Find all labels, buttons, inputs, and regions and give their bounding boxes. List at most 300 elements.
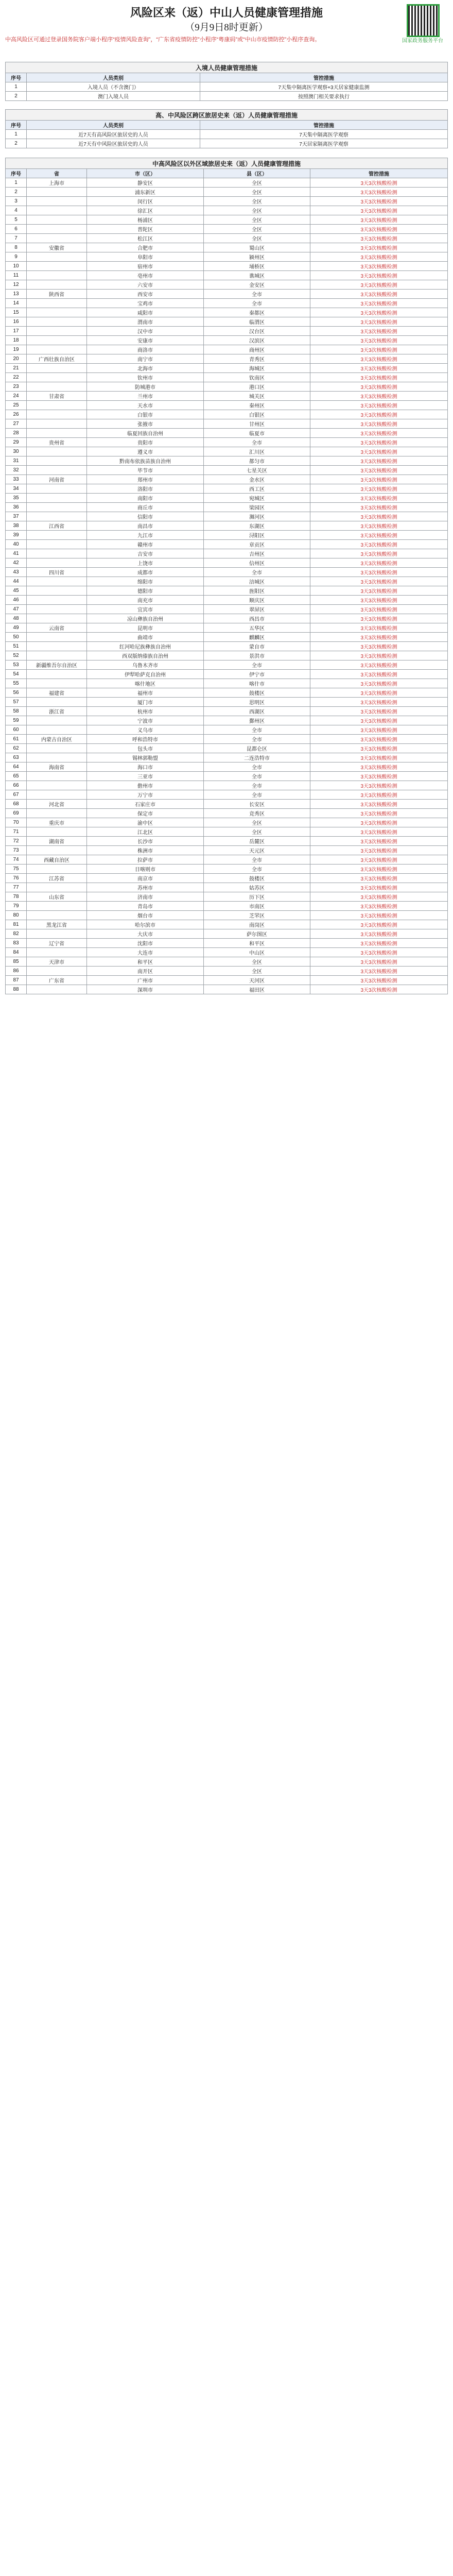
district-cell: 宛城区 [204, 494, 310, 503]
measure-cell: 3天3次核酸检测 [310, 577, 448, 586]
district-cell: 蒙自市 [204, 642, 310, 651]
measure-cell: 3天3次核酸检测 [310, 688, 448, 698]
city-cell: 商洛市 [87, 345, 204, 354]
district-cell: 萨尔图区 [204, 929, 310, 939]
district-cell: 翠屏区 [204, 605, 310, 614]
measure-cell: 3天3次核酸检测 [310, 586, 448, 596]
city-cell: 黔南布依族苗族自治州 [87, 456, 204, 466]
province-cell [27, 262, 87, 271]
province-cell: 上海市 [27, 178, 87, 188]
row-number: 24 [6, 392, 27, 401]
table-row [6, 660, 448, 670]
row-number: 53 [6, 660, 27, 670]
city-cell: 临夏回族自治州 [87, 429, 204, 438]
province-cell [27, 781, 87, 790]
measure-cell: 3天3次核酸检测 [310, 392, 448, 401]
province-cell [27, 280, 87, 290]
city-cell: 锡林郭勒盟 [87, 753, 204, 762]
city-cell: 济南市 [87, 892, 204, 902]
row-number: 88 [6, 985, 27, 994]
province-cell: 安徽省 [27, 243, 87, 252]
measure-cell: 3天3次核酸检测 [310, 679, 448, 688]
district-cell: 麒麟区 [204, 633, 310, 642]
district-cell: 七星关区 [204, 466, 310, 475]
table-row [6, 92, 448, 101]
city-cell: 广州市 [87, 976, 204, 985]
row-number: 40 [6, 540, 27, 549]
city-cell: 日喀则市 [87, 865, 204, 874]
measure-cell: 3天3次核酸检测 [310, 753, 448, 762]
city-cell: 青岛市 [87, 902, 204, 911]
measure-cell: 3天3次核酸检测 [310, 531, 448, 540]
city-cell: 凉山彝族自治州 [87, 614, 204, 623]
district-cell: 竞秀区 [204, 809, 310, 818]
row-number: 4 [6, 206, 27, 215]
measure-cell: 3天3次核酸检测 [310, 698, 448, 707]
province-cell [27, 484, 87, 494]
col-header: 人员类别 [27, 121, 200, 130]
measure-cell: 3天3次核酸检测 [310, 280, 448, 290]
row-number: 77 [6, 883, 27, 892]
measure-cell: 3天3次核酸检测 [310, 985, 448, 994]
province-cell [27, 401, 87, 410]
district-cell: 全市 [204, 299, 310, 308]
cell: 近7天有高风险区旅居史的人员 [27, 130, 200, 139]
table-row [6, 855, 448, 865]
cell: 1 [6, 82, 27, 92]
city-cell: 杨浦区 [87, 215, 204, 225]
province-cell: 海南省 [27, 762, 87, 772]
district-cell: 全市 [204, 660, 310, 670]
province-cell [27, 447, 87, 456]
city-cell: 伊犁哈萨克自治州 [87, 670, 204, 679]
province-cell [27, 670, 87, 679]
province-cell [27, 967, 87, 976]
measure-cell: 3天3次核酸检测 [310, 846, 448, 855]
district-cell: 中山区 [204, 948, 310, 957]
measure-cell: 3天3次核酸检测 [310, 549, 448, 558]
row-number: 31 [6, 456, 27, 466]
province-cell [27, 494, 87, 503]
measure-cell: 3天3次核酸检测 [310, 364, 448, 373]
row-number: 37 [6, 512, 27, 521]
province-cell [27, 642, 87, 651]
province-cell [27, 382, 87, 392]
table-row [6, 929, 448, 939]
city-cell: 张掖市 [87, 419, 204, 429]
district-cell: 临渭区 [204, 317, 310, 327]
row-number: 71 [6, 827, 27, 837]
province-cell [27, 271, 87, 280]
province-cell [27, 744, 87, 753]
measure-cell: 3天3次核酸检测 [310, 290, 448, 299]
district-cell: 全市 [204, 855, 310, 865]
table-row [6, 178, 448, 188]
table-row [6, 846, 448, 855]
province-cell: 甘肃省 [27, 392, 87, 401]
province-cell: 辽宁省 [27, 939, 87, 948]
row-number: 42 [6, 558, 27, 568]
row-number: 14 [6, 299, 27, 308]
row-number: 72 [6, 837, 27, 846]
table-row [6, 429, 448, 438]
table-row [6, 920, 448, 929]
district-cell: 姑苏区 [204, 883, 310, 892]
district-cell: 顺庆区 [204, 596, 310, 605]
city-cell: 德阳市 [87, 586, 204, 596]
section-title: 中高风险区以外区域旅居史来（返）人员健康管理措施 [6, 158, 448, 169]
city-cell: 南昌市 [87, 521, 204, 531]
district-cell: 南岗区 [204, 920, 310, 929]
table-row [6, 586, 448, 596]
city-cell: 宝鸡市 [87, 299, 204, 308]
measure-cell: 3天3次核酸检测 [310, 494, 448, 503]
cell: 按照澳门相关要求执行 [200, 92, 448, 101]
table-row [6, 438, 448, 447]
measure-cell: 3天3次核酸检测 [310, 540, 448, 549]
row-number: 26 [6, 410, 27, 419]
city-cell: 义乌市 [87, 725, 204, 735]
city-cell: 北海市 [87, 364, 204, 373]
cell: 澳门入境人员 [27, 92, 200, 101]
col-header: 序号 [6, 73, 27, 82]
measure-cell: 3天3次核酸检测 [310, 762, 448, 772]
province-cell [27, 345, 87, 354]
province-cell [27, 197, 87, 206]
province-cell [27, 596, 87, 605]
district-cell: 昆都仑区 [204, 744, 310, 753]
district-cell: 梁园区 [204, 503, 310, 512]
measure-cell: 3天3次核酸检测 [310, 558, 448, 568]
city-cell: 厦门市 [87, 698, 204, 707]
city-cell: 乌鲁木齐市 [87, 660, 204, 670]
province-cell [27, 503, 87, 512]
notice-text: 中高风险区可通过登录国务院客户端小程序“疫情风险查询”，“广东省疫情防控”小程序“粤康码”或“中山市疫情防控”小程序查询。 [5, 37, 321, 43]
district-cell: 和平区 [204, 939, 310, 948]
city-cell: 西双版纳傣族自治州 [87, 651, 204, 660]
district-cell: 全区 [204, 178, 310, 188]
section-title: 入境人员健康管理措施 [6, 62, 448, 73]
province-cell: 河北省 [27, 800, 87, 809]
table-row [6, 280, 448, 290]
city-cell: 郑州市 [87, 475, 204, 484]
row-number: 34 [6, 484, 27, 494]
province-cell [27, 577, 87, 586]
province-cell [27, 308, 87, 317]
province-cell [27, 336, 87, 345]
measure-cell: 3天3次核酸检测 [310, 206, 448, 215]
province-cell [27, 883, 87, 892]
header [0, 0, 453, 62]
row-number: 6 [6, 225, 27, 234]
city-cell: 曲靖市 [87, 633, 204, 642]
province-cell [27, 846, 87, 855]
table-row [6, 252, 448, 262]
measure-cell: 3天3次核酸检测 [310, 809, 448, 818]
province-cell [27, 540, 87, 549]
province-cell: 重庆市 [27, 818, 87, 827]
city-cell: 徐汇区 [87, 206, 204, 215]
table-row [6, 670, 448, 679]
measure-cell: 3天3次核酸检测 [310, 781, 448, 790]
table-row [6, 967, 448, 976]
table-row [6, 540, 448, 549]
measure-cell: 3天3次核酸检测 [310, 410, 448, 419]
province-cell [27, 215, 87, 225]
city-cell: 钦州市 [87, 373, 204, 382]
measure-cell: 3天3次核酸检测 [310, 818, 448, 827]
table-row [6, 883, 448, 892]
table-row [6, 262, 448, 271]
row-number: 58 [6, 707, 27, 716]
row-number: 41 [6, 549, 27, 558]
district-cell: 鼓楼区 [204, 688, 310, 698]
row-number: 36 [6, 503, 27, 512]
table-row [6, 215, 448, 225]
table-row [6, 725, 448, 735]
measure-cell: 3天3次核酸检测 [310, 596, 448, 605]
district-cell: 景洪市 [204, 651, 310, 660]
province-cell [27, 512, 87, 521]
measure-cell: 3天3次核酸检测 [310, 911, 448, 920]
district-cell: 西湖区 [204, 707, 310, 716]
table-row [6, 290, 448, 299]
row-number: 49 [6, 623, 27, 633]
cell: 2 [6, 92, 27, 101]
qr-code-icon[interactable] [407, 4, 440, 37]
measure-cell: 3天3次核酸检测 [310, 642, 448, 651]
province-cell [27, 234, 87, 243]
province-cell: 陕西省 [27, 290, 87, 299]
city-cell: 万宁市 [87, 790, 204, 800]
city-cell: 深圳市 [87, 985, 204, 994]
city-cell: 汉中市 [87, 327, 204, 336]
row-number: 27 [6, 419, 27, 429]
city-cell: 白银市 [87, 410, 204, 419]
province-cell [27, 558, 87, 568]
measure-cell: 3天3次核酸检测 [310, 188, 448, 197]
city-cell: 天水市 [87, 401, 204, 410]
row-number: 60 [6, 725, 27, 735]
province-cell: 四川省 [27, 568, 87, 577]
district-cell: 浔阳区 [204, 531, 310, 540]
measure-cell: 3天3次核酸检测 [310, 707, 448, 716]
city-cell: 信阳市 [87, 512, 204, 521]
province-cell [27, 911, 87, 920]
table-row [6, 373, 448, 382]
row-number: 9 [6, 252, 27, 262]
district-cell: 东湖区 [204, 521, 310, 531]
table-row [6, 206, 448, 215]
row-number: 1 [6, 178, 27, 188]
province-cell [27, 725, 87, 735]
city-cell: 贵阳市 [87, 438, 204, 447]
col-header: 管控措施 [200, 73, 448, 82]
qr-label: 国家政务服务平台 [402, 38, 443, 44]
district-cell: 白银区 [204, 410, 310, 419]
measure-cell: 3天3次核酸检测 [310, 670, 448, 679]
province-cell: 浙江省 [27, 707, 87, 716]
measure-cell: 3天3次核酸检测 [310, 429, 448, 438]
district-cell: 全市 [204, 762, 310, 772]
city-cell: 大连市 [87, 948, 204, 957]
col-header: 县（区） [204, 169, 310, 178]
district-cell: 全区 [204, 206, 310, 215]
table-row [6, 327, 448, 336]
table-row [6, 466, 448, 475]
measure-cell: 3天3次核酸检测 [310, 605, 448, 614]
table-row [6, 957, 448, 967]
district-cell: 城关区 [204, 392, 310, 401]
district-cell: 全区 [204, 967, 310, 976]
row-number: 85 [6, 957, 27, 967]
table-row [6, 558, 448, 568]
district-cell: 全区 [204, 225, 310, 234]
cell: 入境人员（不含澳门） [27, 82, 200, 92]
row-number: 21 [6, 364, 27, 373]
province-cell: 黑龙江省 [27, 920, 87, 929]
col-header: 市（区） [87, 169, 204, 178]
district-cell: 全区 [204, 188, 310, 197]
row-number: 64 [6, 762, 27, 772]
district-cell: 颍州区 [204, 252, 310, 262]
row-number: 13 [6, 290, 27, 299]
row-number: 29 [6, 438, 27, 447]
table-row [6, 790, 448, 800]
col-header: 序号 [6, 169, 27, 178]
province-cell [27, 299, 87, 308]
province-cell [27, 753, 87, 762]
city-cell: 大庆市 [87, 929, 204, 939]
province-cell [27, 531, 87, 540]
row-number: 19 [6, 345, 27, 354]
table-row [6, 336, 448, 345]
city-cell: 六安市 [87, 280, 204, 290]
province-cell [27, 373, 87, 382]
row-number: 74 [6, 855, 27, 865]
province-cell: 西藏自治区 [27, 855, 87, 865]
main-table [5, 158, 448, 994]
province-cell [27, 929, 87, 939]
measure-cell: 3天3次核酸检测 [310, 660, 448, 670]
measure-cell: 3天3次核酸检测 [310, 744, 448, 753]
table-row [6, 484, 448, 494]
row-number: 51 [6, 642, 27, 651]
measure-cell: 3天3次核酸检测 [310, 419, 448, 429]
table-row [6, 892, 448, 902]
row-number: 78 [6, 892, 27, 902]
table-row [6, 382, 448, 392]
district-cell: 全区 [204, 957, 310, 967]
row-number: 56 [6, 688, 27, 698]
city-cell: 南阳市 [87, 494, 204, 503]
district-cell: 历下区 [204, 892, 310, 902]
row-number: 39 [6, 531, 27, 540]
district-cell: 西昌市 [204, 614, 310, 623]
city-cell: 阜阳市 [87, 252, 204, 262]
row-number: 80 [6, 911, 27, 920]
city-cell: 南京市 [87, 874, 204, 883]
city-cell: 株洲市 [87, 846, 204, 855]
measure-cell: 3天3次核酸检测 [310, 197, 448, 206]
measure-cell: 3天3次核酸检测 [310, 503, 448, 512]
district-cell: 汉台区 [204, 327, 310, 336]
cell: 1 [6, 130, 27, 139]
district-cell: 金安区 [204, 280, 310, 290]
city-cell: 闵行区 [87, 197, 204, 206]
city-cell: 成都市 [87, 568, 204, 577]
city-cell: 咸阳市 [87, 308, 204, 317]
city-cell: 昆明市 [87, 623, 204, 633]
measure-cell: 3天3次核酸检测 [310, 790, 448, 800]
table-row [6, 716, 448, 725]
district-cell: 全市 [204, 568, 310, 577]
province-cell [27, 586, 87, 596]
table-row [6, 837, 448, 846]
district-cell: 埇桥区 [204, 262, 310, 271]
district-cell: 福田区 [204, 985, 310, 994]
province-cell [27, 317, 87, 327]
table-row [6, 623, 448, 633]
row-number: 47 [6, 605, 27, 614]
cell: 7天居家隔离医学观察 [200, 139, 448, 148]
city-cell: 儋州市 [87, 781, 204, 790]
city-cell: 防城港市 [87, 382, 204, 392]
city-cell: 兰州市 [87, 392, 204, 401]
table-row [6, 707, 448, 716]
table-row [6, 762, 448, 772]
row-number: 17 [6, 327, 27, 336]
table-row [6, 317, 448, 327]
province-cell: 江西省 [27, 521, 87, 531]
province-cell [27, 716, 87, 725]
page-subtitle: （9月9日8时更新） [185, 22, 268, 33]
district-cell: 海城区 [204, 364, 310, 373]
row-number: 30 [6, 447, 27, 456]
measure-cell: 3天3次核酸检测 [310, 327, 448, 336]
district-cell: 五华区 [204, 623, 310, 633]
row-number: 2 [6, 188, 27, 197]
cell: 7天集中隔离医学观察+3天居家健康监测 [200, 82, 448, 92]
table-row [6, 642, 448, 651]
row-number: 79 [6, 902, 27, 911]
city-cell: 亳州市 [87, 271, 204, 280]
district-cell: 全区 [204, 827, 310, 837]
table-row [6, 271, 448, 280]
row-number: 16 [6, 317, 27, 327]
province-cell [27, 985, 87, 994]
province-cell: 广东省 [27, 976, 87, 985]
row-number: 18 [6, 336, 27, 345]
district-cell: 岳麓区 [204, 837, 310, 846]
row-number: 76 [6, 874, 27, 883]
table-row [6, 651, 448, 660]
city-cell: 福州市 [87, 688, 204, 698]
table-row [6, 948, 448, 957]
table-row [6, 753, 448, 762]
table-row [6, 354, 448, 364]
district-cell: 天河区 [204, 976, 310, 985]
district-cell: 喀什市 [204, 679, 310, 688]
city-cell: 呼和浩特市 [87, 735, 204, 744]
row-number: 35 [6, 494, 27, 503]
province-cell: 云南省 [27, 623, 87, 633]
district-cell: 金水区 [204, 475, 310, 484]
col-header: 省 [27, 169, 87, 178]
measure-cell: 3天3次核酸检测 [310, 178, 448, 188]
table-row [6, 188, 448, 197]
table-row [6, 781, 448, 790]
